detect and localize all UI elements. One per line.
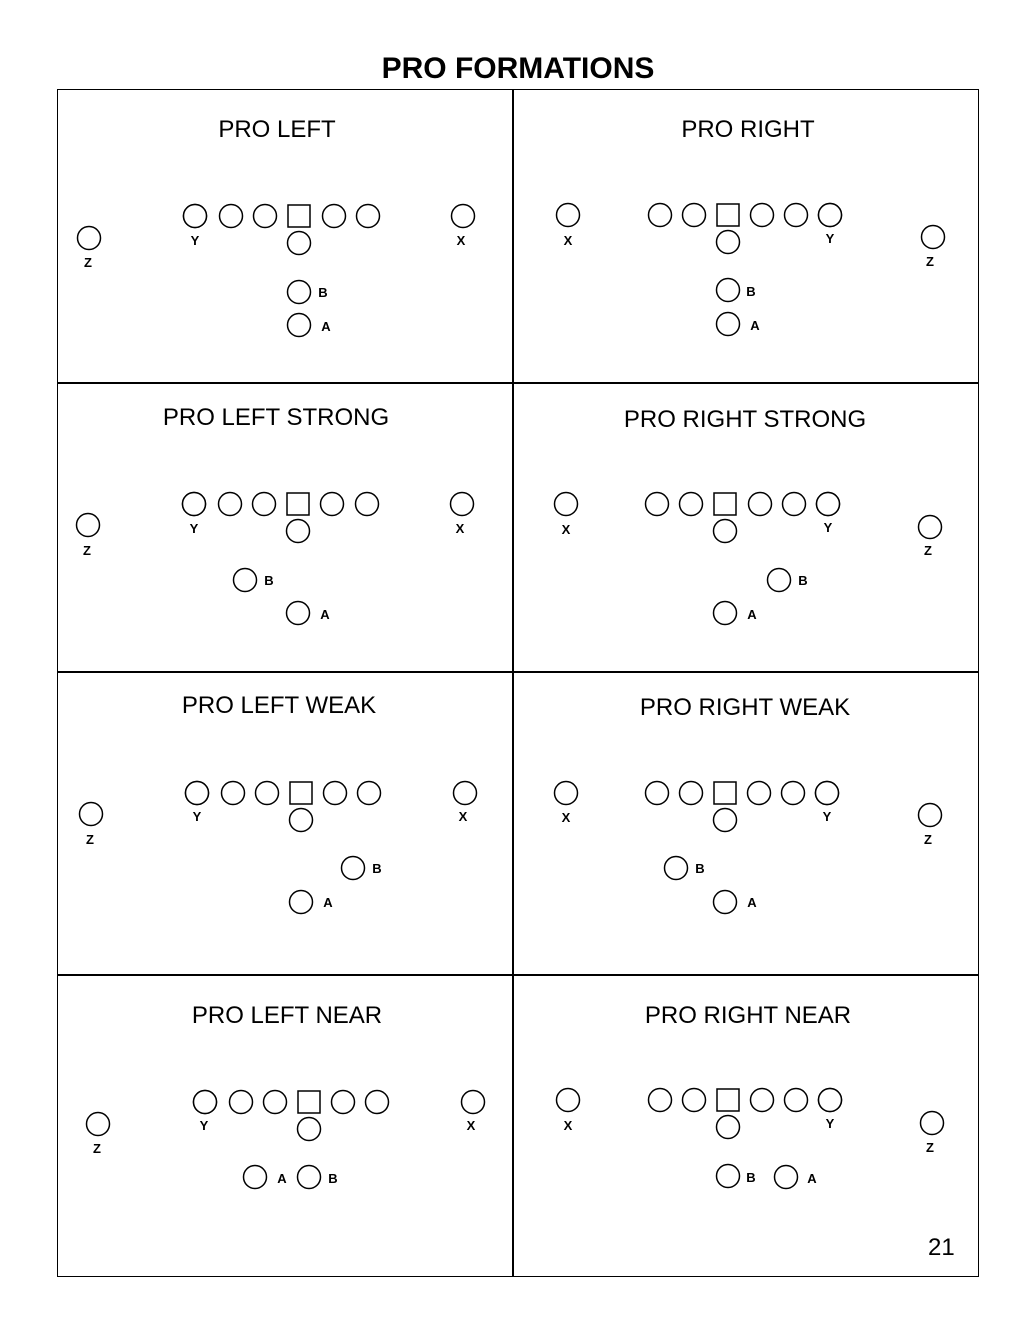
player-a-circle	[775, 1166, 798, 1189]
lineman-circle	[785, 1089, 808, 1112]
lineman-circle	[683, 204, 706, 227]
formation-panel	[78, 116, 475, 337]
formation-panel	[557, 116, 945, 336]
player-z-label: Z	[84, 255, 92, 270]
player-a-label: A	[747, 895, 757, 910]
player-y-circle	[817, 493, 840, 516]
player-a-label: A	[747, 607, 757, 622]
player-b-label: B	[372, 861, 382, 876]
center-square	[298, 1091, 320, 1113]
player-x-circle	[462, 1091, 485, 1114]
player-b-label: B	[264, 573, 274, 588]
formation-panel	[77, 404, 474, 625]
center-square	[717, 1089, 739, 1111]
lineman-circle	[751, 204, 774, 227]
lineman-circle	[646, 493, 669, 516]
player-x-label: X	[563, 1118, 573, 1133]
player-a-label: A	[750, 318, 760, 333]
center-square	[287, 493, 309, 515]
player-y-label: Y	[190, 233, 200, 248]
player-a-label: A	[323, 895, 333, 910]
center-square	[714, 493, 736, 515]
lineman-circle	[649, 204, 672, 227]
panel-title: PRO LEFT NEAR	[191, 1002, 383, 1029]
player-y-circle	[186, 782, 209, 805]
player-x-label: X	[561, 810, 571, 825]
player-a-circle	[290, 891, 313, 914]
player-y-circle	[194, 1091, 217, 1114]
player-b-label: B	[695, 861, 705, 876]
player-b-label: B	[746, 284, 756, 299]
player-y-label: Y	[192, 809, 202, 824]
player-z-label: Z	[86, 832, 94, 847]
player-z-circle	[77, 514, 100, 537]
quarterback-circle	[714, 520, 737, 543]
player-a-circle	[288, 314, 311, 337]
lineman-circle	[649, 1089, 672, 1112]
lineman-circle	[357, 205, 380, 228]
panel-title: PRO RIGHT	[681, 116, 815, 143]
player-x-circle	[555, 782, 578, 805]
lineman-circle	[264, 1091, 287, 1114]
player-z-circle	[80, 803, 103, 826]
formation-panel	[87, 1002, 485, 1189]
lineman-circle	[256, 782, 279, 805]
player-y-circle	[183, 493, 206, 516]
player-z-circle	[922, 226, 945, 249]
player-z-label: Z	[926, 1140, 934, 1155]
lineman-circle	[358, 782, 381, 805]
player-x-label: X	[458, 809, 468, 824]
lineman-circle	[323, 205, 346, 228]
panel-title: PRO RIGHT NEAR	[644, 1002, 852, 1029]
lineman-circle	[324, 782, 347, 805]
player-b-label: B	[318, 285, 328, 300]
lineman-circle	[253, 493, 276, 516]
player-b-circle	[298, 1166, 321, 1189]
lineman-circle	[646, 782, 669, 805]
quarterback-circle	[298, 1118, 321, 1141]
quarterback-circle	[717, 1116, 740, 1139]
center-square	[714, 782, 736, 804]
player-z-label: Z	[924, 832, 932, 847]
player-z-circle	[78, 227, 101, 250]
player-a-circle	[244, 1166, 267, 1189]
player-b-circle	[768, 569, 791, 592]
player-a-label: A	[321, 319, 331, 334]
player-x-label: X	[563, 233, 573, 248]
player-z-label: Z	[93, 1141, 101, 1156]
lineman-circle	[785, 204, 808, 227]
formation-panel	[555, 406, 942, 625]
player-y-circle	[184, 205, 207, 228]
lineman-circle	[680, 493, 703, 516]
panel-title: PRO RIGHT WEAK	[639, 694, 851, 721]
player-y-label: Y	[199, 1118, 209, 1133]
player-x-circle	[452, 205, 475, 228]
lineman-circle	[783, 493, 806, 516]
player-y-label: Y	[189, 521, 199, 536]
lineman-circle	[222, 782, 245, 805]
player-b-circle	[717, 279, 740, 302]
panel-title: PRO LEFT STRONG	[162, 404, 390, 431]
quarterback-circle	[290, 809, 313, 832]
lineman-circle	[219, 493, 242, 516]
panel-title: PRO LEFT WEAK	[181, 692, 377, 719]
formation-panel	[557, 1002, 944, 1189]
player-b-label: B	[798, 573, 808, 588]
center-square	[290, 782, 312, 804]
player-x-label: X	[455, 521, 465, 536]
player-y-circle	[816, 782, 839, 805]
player-z-label: Z	[83, 543, 91, 558]
lineman-circle	[220, 205, 243, 228]
player-a-label: A	[320, 607, 330, 622]
player-b-circle	[234, 569, 257, 592]
player-y-circle	[819, 204, 842, 227]
player-b-label: B	[746, 1170, 756, 1185]
lineman-circle	[782, 782, 805, 805]
player-a-circle	[714, 602, 737, 625]
lineman-circle	[332, 1091, 355, 1114]
lineman-circle	[748, 782, 771, 805]
player-y-label: Y	[825, 1116, 835, 1131]
player-x-label: X	[561, 522, 571, 537]
quarterback-circle	[288, 232, 311, 255]
player-a-label: A	[277, 1171, 287, 1186]
lineman-circle	[230, 1091, 253, 1114]
formation-panel	[555, 694, 942, 914]
player-a-circle	[287, 602, 310, 625]
player-x-circle	[557, 1089, 580, 1112]
page-title: PRO FORMATIONS	[381, 52, 655, 85]
player-x-label: X	[466, 1118, 476, 1133]
player-y-label: Y	[822, 809, 832, 824]
player-x-circle	[454, 782, 477, 805]
panel-title: PRO LEFT	[218, 116, 336, 143]
player-b-circle	[342, 857, 365, 880]
player-b-circle	[288, 281, 311, 304]
center-square	[288, 205, 310, 227]
page-number: 21	[928, 1234, 955, 1261]
lineman-circle	[254, 205, 277, 228]
panel-title: PRO RIGHT STRONG	[623, 406, 867, 433]
player-x-circle	[555, 493, 578, 516]
player-y-circle	[819, 1089, 842, 1112]
formation-panel	[80, 692, 477, 914]
player-a-label: A	[807, 1171, 817, 1186]
player-z-circle	[921, 1112, 944, 1135]
player-z-circle	[87, 1113, 110, 1136]
player-y-label: Y	[823, 520, 833, 535]
player-x-circle	[557, 204, 580, 227]
player-x-circle	[451, 493, 474, 516]
player-z-label: Z	[926, 254, 934, 269]
quarterback-circle	[717, 231, 740, 254]
player-a-circle	[717, 313, 740, 336]
player-b-circle	[665, 857, 688, 880]
player-a-circle	[714, 891, 737, 914]
player-y-label: Y	[825, 231, 835, 246]
lineman-circle	[366, 1091, 389, 1114]
lineman-circle	[321, 493, 344, 516]
player-x-label: X	[456, 233, 466, 248]
quarterback-circle	[287, 520, 310, 543]
lineman-circle	[749, 493, 772, 516]
lineman-circle	[683, 1089, 706, 1112]
player-z-circle	[919, 516, 942, 539]
center-square	[717, 204, 739, 226]
player-z-circle	[919, 804, 942, 827]
lineman-circle	[751, 1089, 774, 1112]
player-z-label: Z	[924, 543, 932, 558]
player-b-circle	[717, 1165, 740, 1188]
lineman-circle	[680, 782, 703, 805]
lineman-circle	[356, 493, 379, 516]
player-b-label: B	[328, 1171, 338, 1186]
quarterback-circle	[714, 809, 737, 832]
